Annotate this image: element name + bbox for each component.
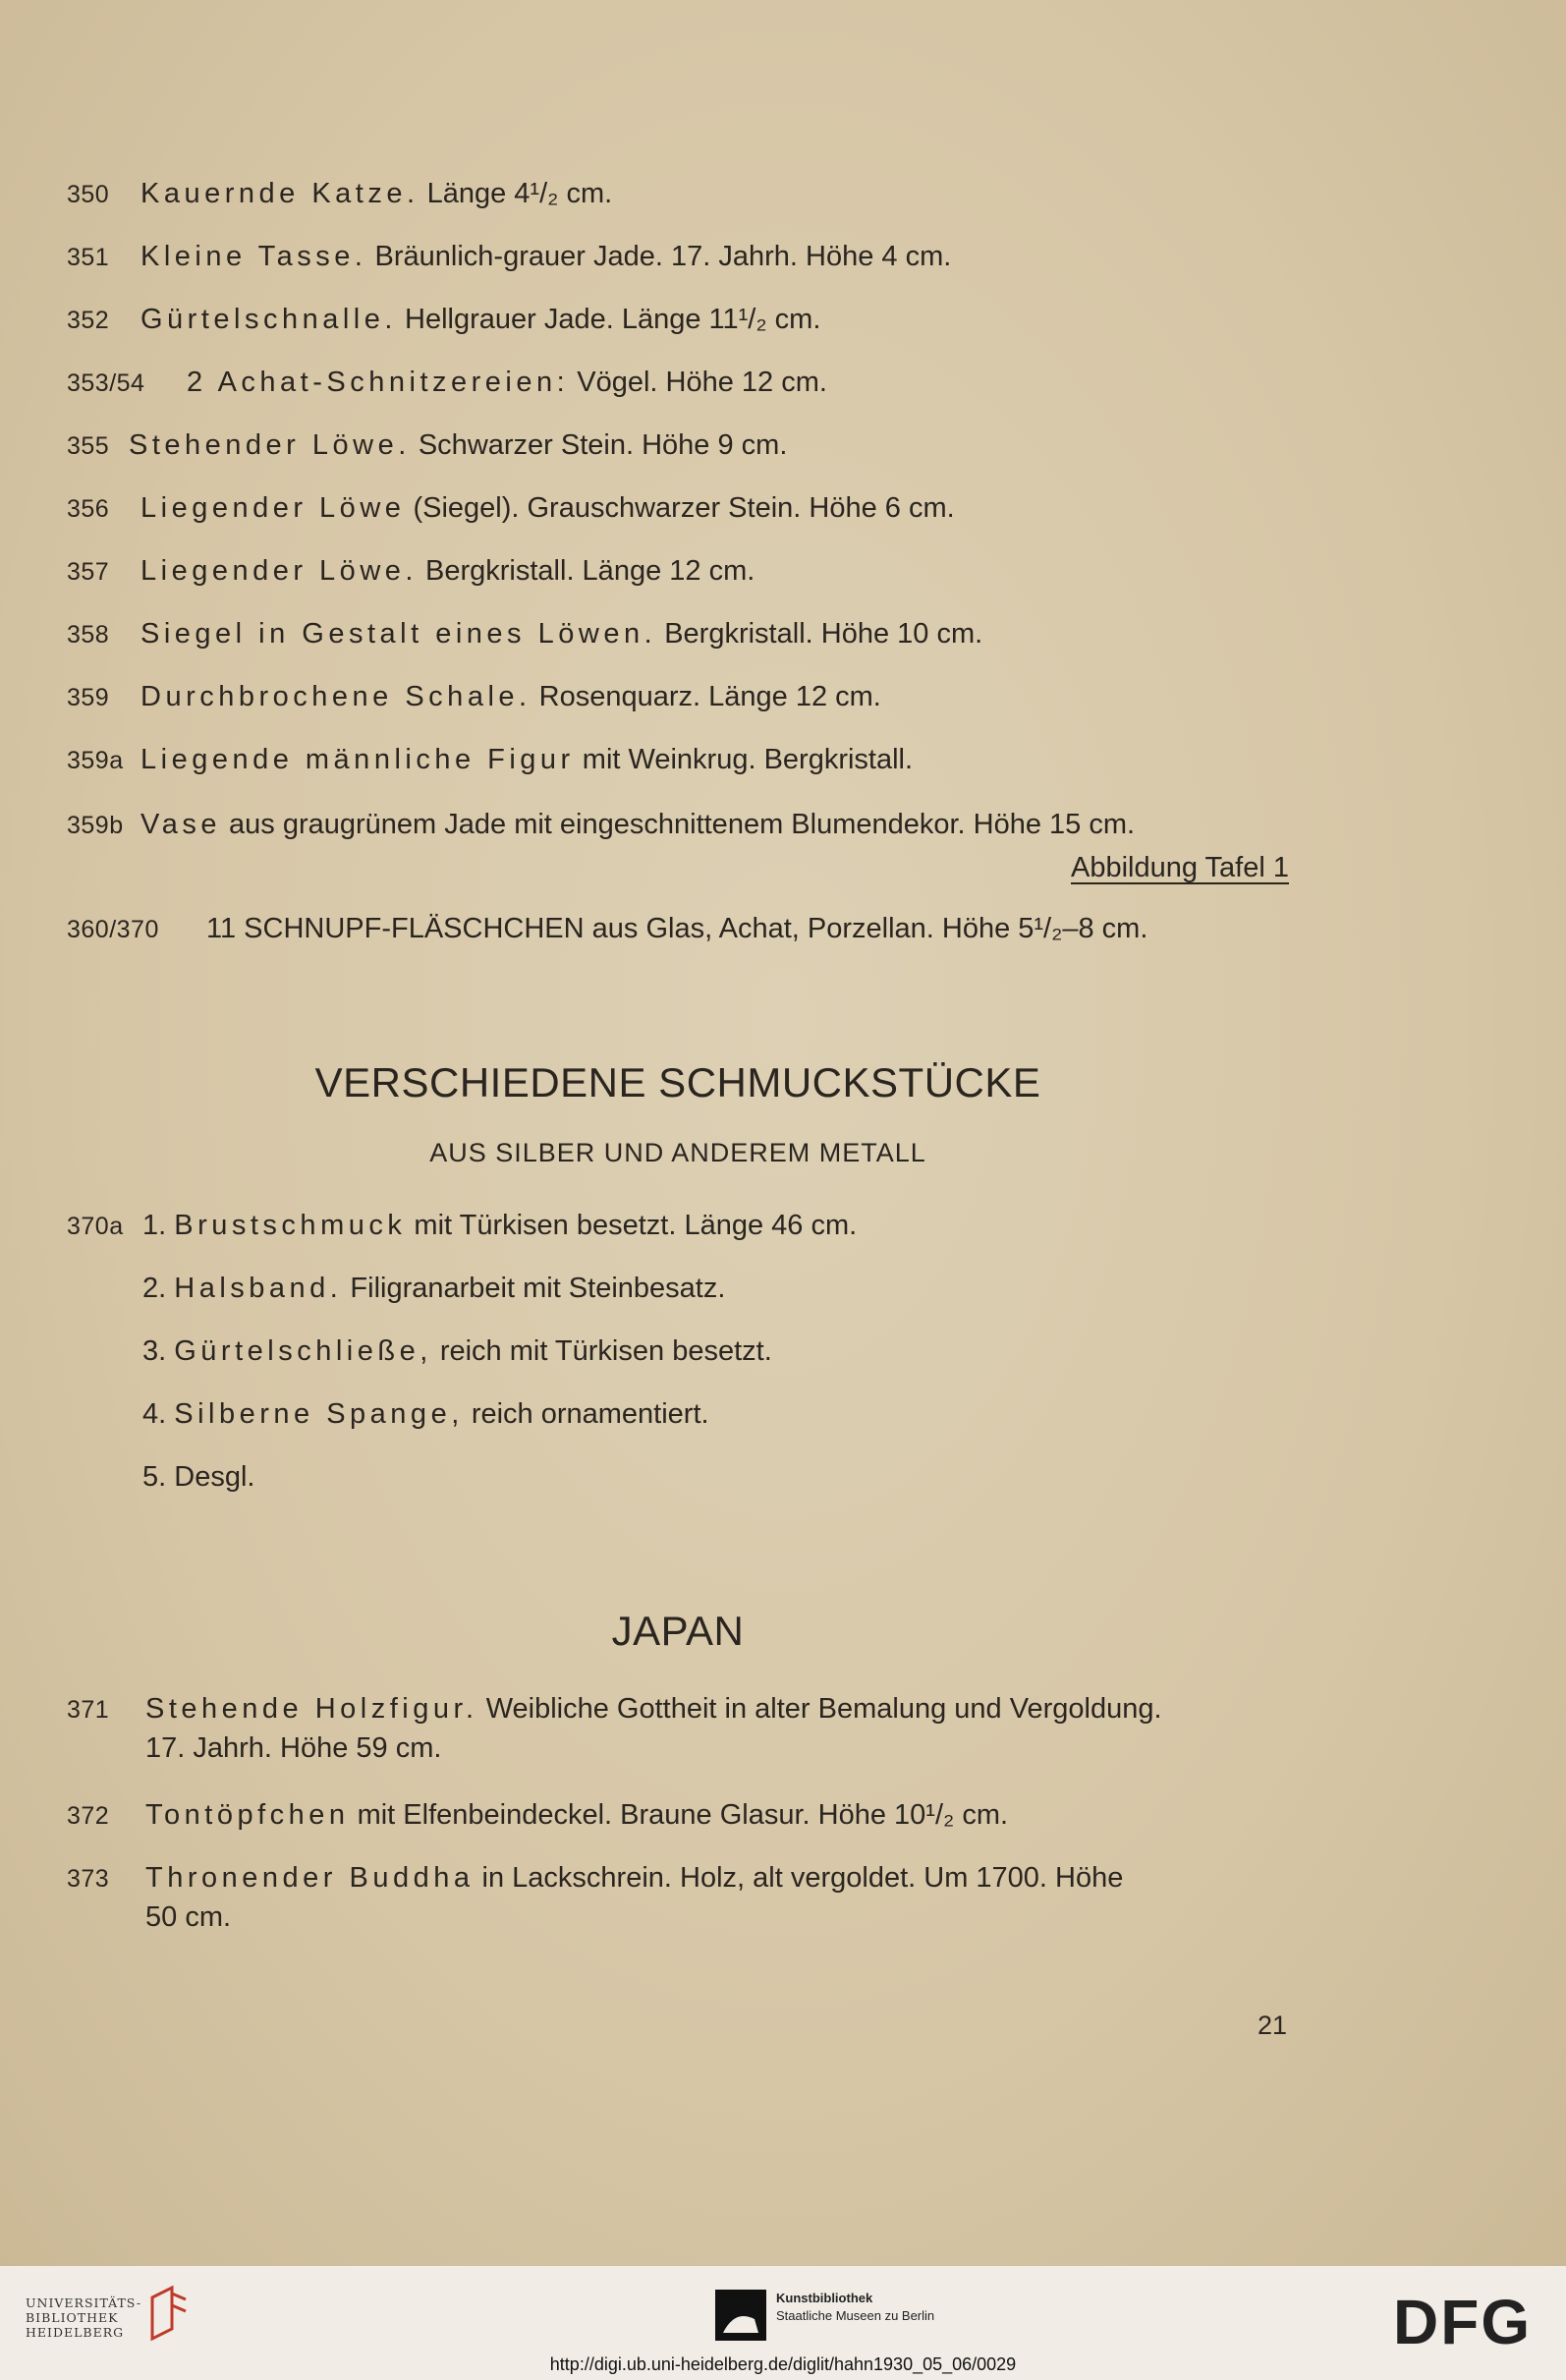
entry-continuation: 50 cm.: [145, 1900, 232, 1933]
page-number: 21: [1258, 2011, 1288, 2040]
item-number: 2.: [142, 1273, 167, 1304]
entry-number: 372: [67, 1802, 110, 1830]
jewel-item-3: [142, 1334, 1370, 1369]
item-title: Gürtelschließe,: [174, 1335, 432, 1367]
entry-359: [67, 680, 1295, 714]
plate-reference: Abbildung Tafel 1: [1071, 851, 1289, 883]
entry-number: 357: [67, 558, 110, 586]
entry-desc: Bräunlich-grauer Jade. 17. Jahrh. Höhe 4 cm.: [374, 241, 952, 272]
entry-number: 359: [67, 684, 110, 711]
entry-title: Tontöpfchen: [145, 1799, 350, 1831]
kunstbibliothek-logo-icon[interactable]: [715, 2290, 766, 2341]
entry-number: 373: [67, 1865, 110, 1893]
entry-title: Kleine Tasse.: [140, 241, 367, 272]
item-desc: reich ornamentiert.: [471, 1398, 709, 1430]
item-desc: Filigranarbeit mit Steinbesatz.: [350, 1273, 726, 1304]
jewel-item-5: [142, 1460, 1370, 1495]
permalink-url[interactable]: http://digi.ub.uni-heidelberg.de/diglit/hahn1930_05_06/0029: [549, 2354, 1017, 2374]
item-title: Halsband.: [174, 1273, 343, 1304]
entry-357: [67, 554, 1295, 589]
entry-358: [67, 617, 1295, 652]
jewel-item-4: [142, 1397, 1370, 1432]
entry-desc: mit Weinkrug. Bergkristall.: [582, 744, 914, 775]
entry-desc: (Siegel). Grauschwarzer Stein. Höhe 6 cm.: [413, 492, 955, 524]
ub-line-2: BIBLIOTHEK: [26, 2310, 119, 2325]
entry-title: Vase: [140, 809, 221, 840]
entry-desc: Weibliche Gottheit in alter Bemalung und Vergoldung.: [485, 1693, 1162, 1725]
entry-359a: [67, 743, 1295, 777]
entry-number: 370a: [67, 1213, 124, 1240]
ub-line-3: HEIDELBERG: [26, 2325, 125, 2340]
digitization-footer: [0, 2266, 1566, 2380]
entry-number: 359b: [67, 812, 124, 839]
entry-desc: Hellgrauer Jade. Länge 11¹/₂ cm.: [405, 304, 821, 335]
entry-371: [67, 1692, 1289, 1765]
entry-number: 350: [67, 181, 110, 208]
item-number: 5.: [142, 1461, 167, 1493]
jewel-item-2: [142, 1272, 1370, 1306]
entry-desc: aus graugrünem Jade mit eingeschnittenem Blumendekor. Höhe 15 cm.: [229, 809, 1136, 840]
entry-desc: aus Glas, Achat, Porzellan. Höhe 5¹/₂–8 cm.: [591, 913, 1148, 944]
entry-372: [67, 1798, 1295, 1833]
item-desc: mit Türkisen besetzt. Länge 46 cm.: [414, 1210, 858, 1241]
entry-number: 353/54: [67, 369, 145, 397]
entry-title: Siegel in Gestalt eines Löwen.: [140, 618, 657, 650]
entry-356: [67, 491, 1295, 526]
entry-title: Liegender Löwe: [140, 492, 406, 524]
section-subtitle-schmuck: AUS SILBER UND ANDEREM METALL: [429, 1138, 926, 1167]
entry-continuation: 17. Jahrh. Höhe 59 cm.: [145, 1731, 442, 1764]
section-title-japan: JAPAN: [611, 1608, 745, 1654]
entry-desc: Schwarzer Stein. Höhe 9 cm.: [418, 429, 788, 461]
entry-title: Gürtelschnalle.: [140, 304, 397, 335]
item-desc: Desgl.: [174, 1461, 255, 1493]
entry-title: Durchbrochene Schale.: [140, 681, 531, 712]
entry-number: 358: [67, 621, 110, 649]
entry-number: 351: [67, 244, 110, 271]
kunstbibliothek-text: [776, 2290, 934, 2325]
entry-number: 359a: [67, 747, 124, 774]
dfg-logo[interactable]: DFG: [1393, 2287, 1533, 2357]
section-title-schmuck: VERSCHIEDENE SCHMUCKSTÜCKE: [314, 1059, 1041, 1105]
entry-title: 2 Achat-Schnitzereien:: [187, 367, 570, 398]
entry-359b: [67, 808, 1289, 884]
ub-heidelberg-text: [26, 2295, 141, 2340]
entry-number: 360/370: [67, 916, 159, 943]
entry-title: Kauernde Katze.: [140, 178, 419, 209]
entry-number: 352: [67, 307, 110, 334]
item-number: 3.: [142, 1335, 167, 1367]
entry-373: [67, 1861, 1289, 1934]
jewel-item-1: [142, 1209, 1370, 1243]
kb-line-2: Staatliche Museen zu Berlin: [776, 2308, 935, 2323]
entry-title: Liegender Löwe.: [140, 555, 418, 587]
entry-desc: Rosenquarz. Länge 12 cm.: [538, 681, 881, 712]
entry-desc: Bergkristall. Höhe 10 cm.: [664, 618, 983, 650]
entry-number: 371: [67, 1696, 110, 1724]
entry-355: [67, 428, 1295, 463]
entry-desc: mit Elfenbeindeckel. Braune Glasur. Höhe 10¹/₂ cm.: [357, 1799, 1009, 1831]
item-title: Brustschmuck: [174, 1210, 407, 1241]
entry-352: [67, 303, 1295, 337]
entry-350: [67, 177, 1295, 211]
entry-desc: Vögel. Höhe 12 cm.: [577, 367, 827, 398]
entry-title: Stehender Löwe.: [129, 429, 411, 461]
entry-title: Thronender Buddha: [145, 1862, 475, 1894]
item-desc: reich mit Türkisen besetzt.: [439, 1335, 772, 1367]
item-title: Silberne Spange,: [174, 1398, 464, 1430]
kb-line-1: Kunstbibliothek: [776, 2291, 873, 2305]
ub-heidelberg-logo-icon[interactable]: [142, 2284, 192, 2343]
entry-desc: Länge 4¹/₂ cm.: [426, 178, 613, 209]
item-number: 1.: [142, 1210, 167, 1241]
ub-line-1: UNIVERSITÄTS-: [26, 2295, 142, 2310]
entry-desc: Bergkristall. Länge 12 cm.: [425, 555, 755, 587]
entry-360-370: [67, 912, 1295, 946]
entry-number: 355: [67, 432, 110, 460]
entry-353-54: [67, 366, 1295, 400]
entry-title: Stehende Holzfigur.: [145, 1693, 478, 1725]
entry-desc: in Lackschrein. Holz, alt vergoldet. Um 1700. Höhe: [481, 1862, 1124, 1894]
item-number: 4.: [142, 1398, 167, 1430]
entry-number: 356: [67, 495, 110, 523]
entry-351: [67, 240, 1295, 274]
entry-title: Liegende männliche Figur: [140, 744, 575, 775]
entry-title: 11 SCHNUPF-FLÄSCHCHEN: [206, 913, 585, 944]
